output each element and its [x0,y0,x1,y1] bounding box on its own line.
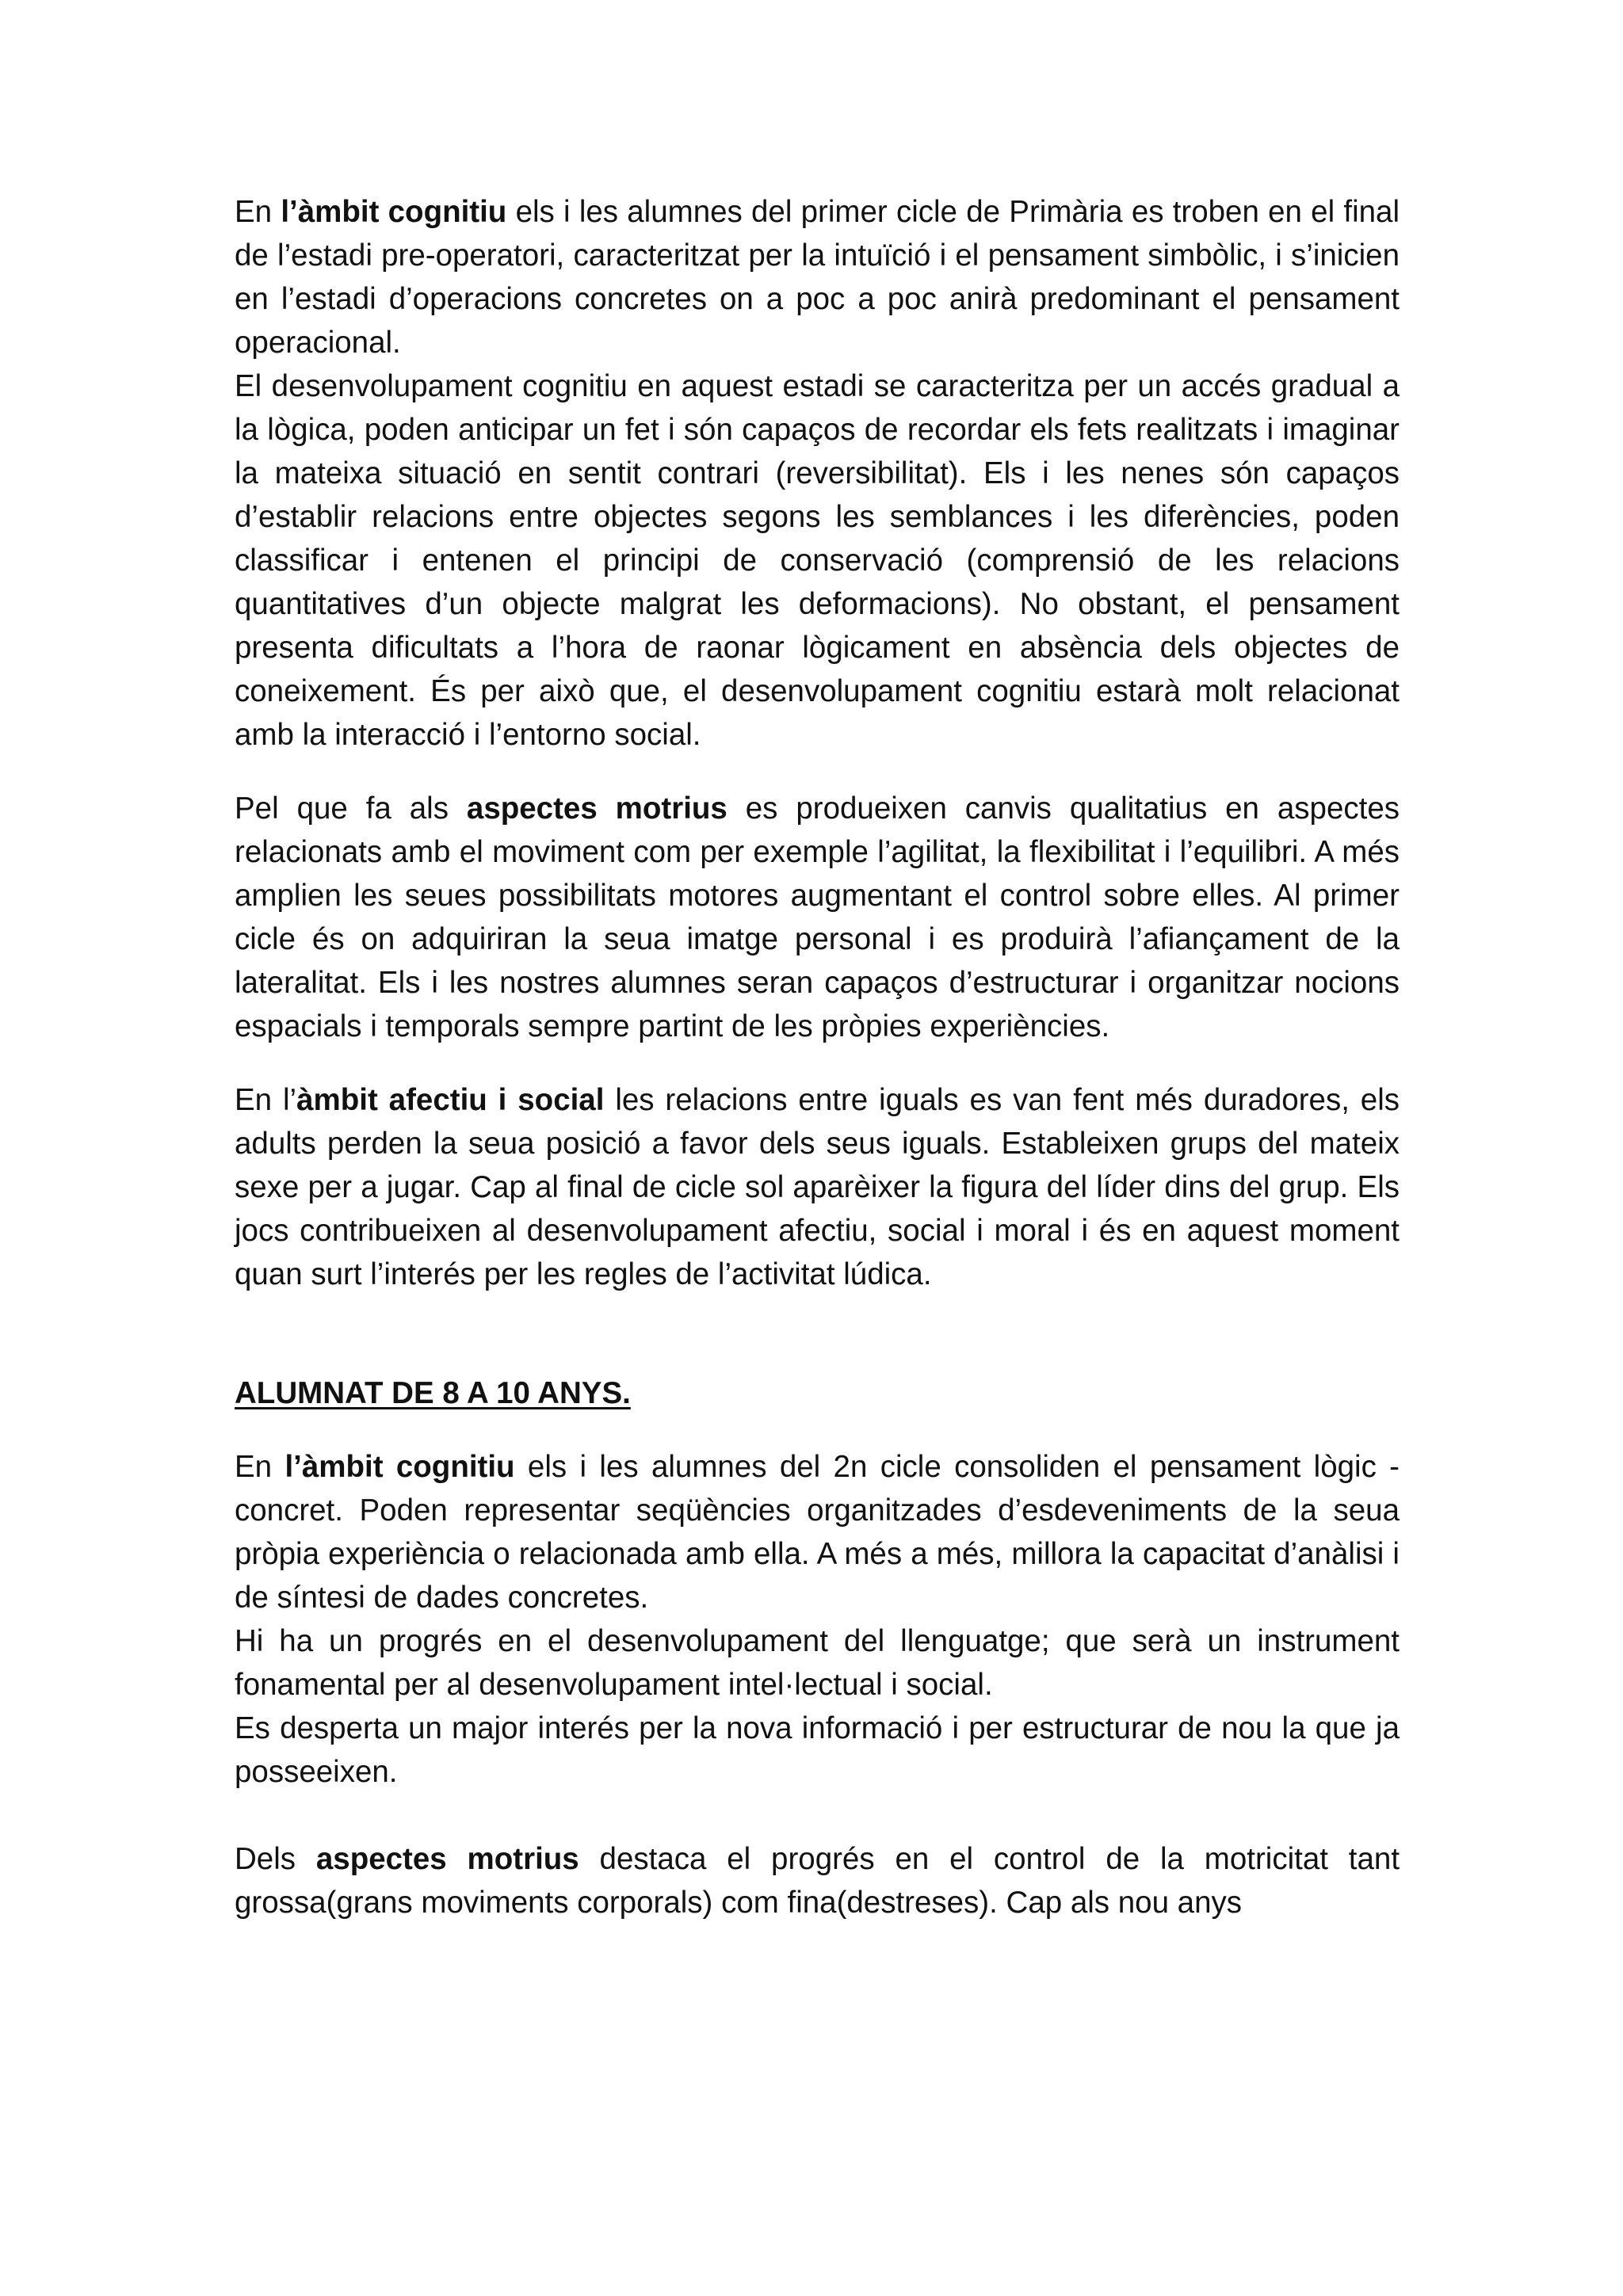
document-page [235,190,1400,1924]
bold-term: l’àmbit cognitiu [281,195,507,229]
bold-term: aspectes motrius [315,1842,579,1876]
bold-term: aspectes motrius [466,791,727,826]
paragraph-language: Hi ha un progrés en el desenvolupament del llenguatge; que serà un instrument fonamental per al desenvolupament intel·lectual i social. [235,1624,1400,1702]
paragraph-cognitive-second-cycle: En l’àmbit cognitiu els i les alumnes del 2n cicle consoliden el pensament lògic - concret. Poden representar seqüències organitzades d’esdeveniments de la seua pròpia experiència o relacionada amb ella. A més a més, millora la capacitat d’anàlisi i de síntesi de dades concretes. [235,1450,1400,1615]
paragraph-motor-first-cycle: Pel que fa als aspectes motrius es produeixen canvis qualitatius en aspectes relacionats amb el moviment com per exemple l’agilitat, la flexibilitat i l’equilibri. A més amplien les seues possibilitats motores augmentant el control sobre elles. Al primer cicle és on adquiriran la seua imatge personal i es produirà l’afiançament de la lateralitat. Els i les nostres alumnes seran capaços d’estructurar i organitzar nocions espacials i temporals sempre partint de les pròpies experiències. [235,791,1400,1043]
paragraph-affective-social: En l’àmbit afectiu i social les relacions entre iguals es van fent més duradores, els adults perden la seua posició a favor dels seus iguals. Estableixen grups del mateix sexe per a jugar. Cap al final de cicle sol aparèixer la figura del líder dins del grup. Els jocs contribueixen al desenvolupament afectiu, social i moral i és en aquest moment quan surt l’interés per les regles de l’activitat lúdica. [235,1083,1400,1291]
section-heading: ALUMNAT DE 8 A 10 ANYS. [235,1376,631,1410]
paragraph-cognitive-first-cycle: En l’àmbit cognitiu els i les alumnes del primer cicle de Primària es troben en el final de l’estadi pre-operatori, caracteritzat per la intuïció i el pensament simbòlic, i s’inicien en l’estadi d’operacions concretes on a poc a poc anirà predominant el pensament operacional. [235,195,1400,360]
paragraph-cognitive-development: El desenvolupament cognitiu en aquest estadi se caracteritza per un accés gradual a la lògica, poden anticipar un fet i són capaços de recordar els fets realitzats i imaginar la mateixa situació en sentit contrari (reversibilitat). Els i les nenes són capaços d’establir relacions entre objectes segons les semblances i les diferències, poden classificar i entenen el principi de conservació (comprensió de les relacions quantitatives d’un objecte malgrat les deformacions). No obstant, el pensament presenta dificultats a l’hora de raonar lògicament en absència dels objectes de coneixement. És per això que, el desenvolupament cognitiu estarà molt relacionat amb la interacció i l’entorno social. [235,369,1400,752]
paragraph-motor-second-cycle: Dels aspectes motrius destaca el progrés en el control de la motricitat tant grossa(grans moviments corporals) com fina(destreses). Cap als nou anys [235,1842,1400,1920]
bold-term: àmbit afectiu i social [296,1083,605,1117]
paragraph-interest: Es desperta un major interés per la nova informació i per estructurar de nou la que ja posseeixen. [235,1711,1400,1789]
bold-term: l’àmbit cognitiu [285,1450,515,1484]
